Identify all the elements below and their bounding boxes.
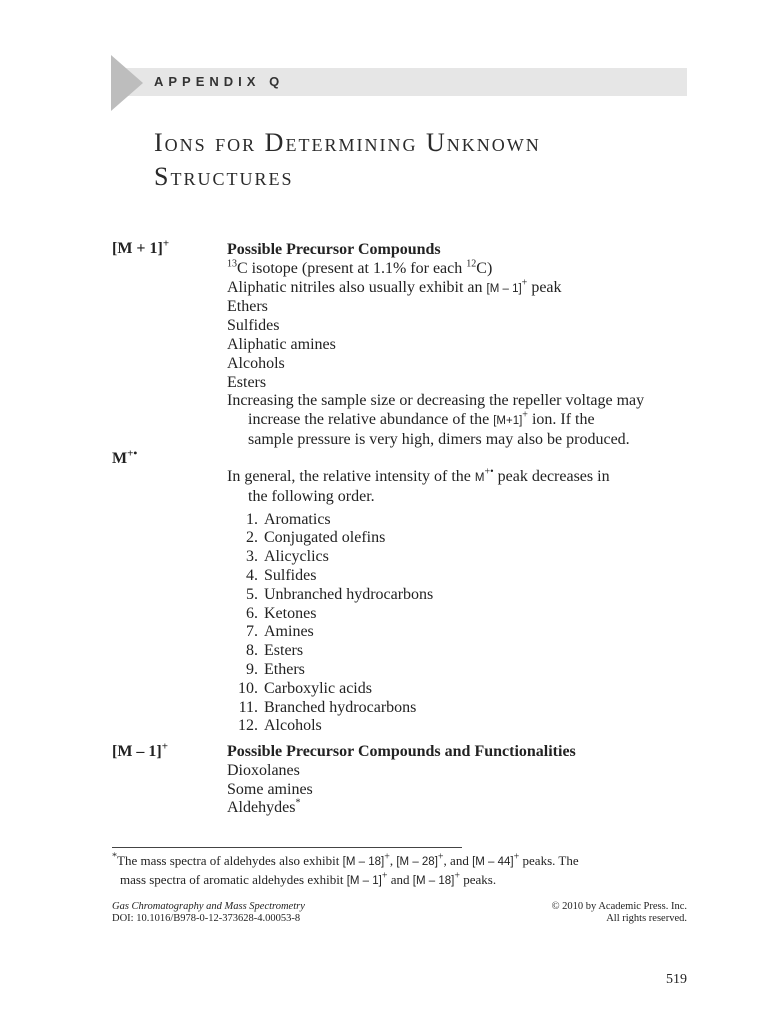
- list-item: Ethers: [227, 298, 268, 316]
- list-item-number: 2.: [246, 529, 258, 547]
- footnote: *The mass spectra of aldehydes also exhibit [M – 18]+, [M – 28]+, and [M – 44]+ peaks. The mass spectra of aromatic aldehydes exhibit [M – 1]+ and [M – 18]+ peaks.: [112, 851, 579, 887]
- list-item-number: 11.: [238, 698, 258, 716]
- ordered-list-item: [236, 680, 687, 699]
- list-item-text: Esters: [264, 642, 304, 660]
- appendix-label: APPENDIX Q: [154, 74, 285, 89]
- m-radical-section: [227, 468, 687, 736]
- ordered-list-item: [236, 623, 687, 642]
- list-item-text: Branched hydrocarbons: [264, 698, 417, 716]
- m-plus-1-heading: Possible Precursor Compounds: [227, 241, 441, 258]
- intensity-intro: In general, the relative intensity of the M+• peak decreases in the following order.: [227, 466, 610, 505]
- list-item-text: Alcohols: [264, 717, 322, 735]
- m-minus-1-heading: Possible Precursor Compounds and Functionalities: [227, 743, 576, 760]
- list-item-number: 9.: [246, 660, 258, 678]
- ordered-list-item: [236, 567, 687, 586]
- list-item: Sulfides: [227, 317, 280, 335]
- book-title: Gas Chromatography and Mass Spectrometry: [112, 901, 305, 912]
- ordered-list-item: [236, 529, 687, 548]
- ordered-list-item: [236, 548, 687, 567]
- footnote-rule: [112, 847, 462, 848]
- m-plus-1-label: [M + 1]+: [112, 237, 170, 257]
- list-item-number: 10.: [238, 679, 258, 697]
- list-item: Aliphatic amines: [227, 335, 336, 353]
- list-item-text: Amines: [264, 623, 314, 641]
- list-item: Some amines: [227, 780, 313, 798]
- page-number: 519: [666, 972, 687, 987]
- doi[interactable]: DOI: 10.1016/B978-0-12-373628-4.00053-8: [112, 913, 301, 924]
- ordered-list-item: [236, 717, 687, 736]
- ordered-list-item: [236, 642, 687, 661]
- copyright-block: [552, 901, 687, 925]
- title-line-2: Structures: [154, 162, 294, 191]
- m-plus-1-section: [227, 241, 687, 450]
- list-item: Dioxolanes: [227, 761, 300, 779]
- list-item-number: 1.: [246, 510, 258, 528]
- list-item-number: 7.: [246, 623, 258, 641]
- ordered-list-item: [236, 661, 687, 680]
- m-minus-1-section: [227, 743, 687, 818]
- list-item: Alcohols: [227, 354, 285, 372]
- list-item-number: 12.: [238, 717, 258, 735]
- list-item-text: Unbranched hydrocarbons: [264, 585, 434, 603]
- list-item-number: 5.: [246, 585, 258, 603]
- nitriles-line: Aliphatic nitriles also usually exhibit an [M – 1]+ peak: [227, 277, 562, 296]
- footnote-marker[interactable]: *: [295, 798, 301, 810]
- header-arrow-marker: [111, 55, 143, 111]
- m-radical-label: M+•: [112, 447, 138, 467]
- ordered-list-item: [236, 605, 687, 624]
- list-item-text: Carboxylic acids: [264, 679, 372, 697]
- list-item: Aldehydes*: [227, 798, 301, 817]
- copyright: © 2010 by Academic Press. Inc.: [551, 901, 687, 912]
- isotope-line: $^{13}$C isotope (present at 1.1% for each $^{12}$C): [227, 258, 493, 277]
- list-item-text: Alicyclics: [264, 548, 329, 566]
- title-line-1: Ions for Determining Unknown: [154, 128, 541, 157]
- list-item: Esters: [227, 373, 267, 391]
- ordered-list-item: [236, 511, 687, 530]
- ordered-list-item: [236, 699, 687, 718]
- list-item-text: Aromatics: [264, 510, 331, 528]
- book-metadata: [112, 901, 305, 925]
- rights: All rights reserved.: [606, 913, 687, 924]
- list-item-text: Sulfides: [264, 566, 317, 584]
- repeller-paragraph: Increasing the sample size or decreasing the repeller voltage may increase the relative abundance of the [M+1]+ ion. If the sample pressure is very high, dimers may also be produced.: [227, 392, 645, 448]
- list-item-number: 3.: [246, 548, 258, 566]
- list-item-number: 4.: [246, 566, 258, 584]
- intensity-order-list: [227, 511, 687, 737]
- list-item-text: Conjugated olefins: [264, 529, 386, 547]
- list-item-number: 8.: [246, 642, 258, 660]
- page-title: [154, 126, 541, 194]
- list-item-text: Ethers: [264, 660, 305, 678]
- m-minus-1-label: [M – 1]+: [112, 740, 169, 760]
- ordered-list-item: [236, 586, 687, 605]
- list-item-number: 6.: [246, 604, 258, 622]
- list-item-text: Ketones: [264, 604, 317, 622]
